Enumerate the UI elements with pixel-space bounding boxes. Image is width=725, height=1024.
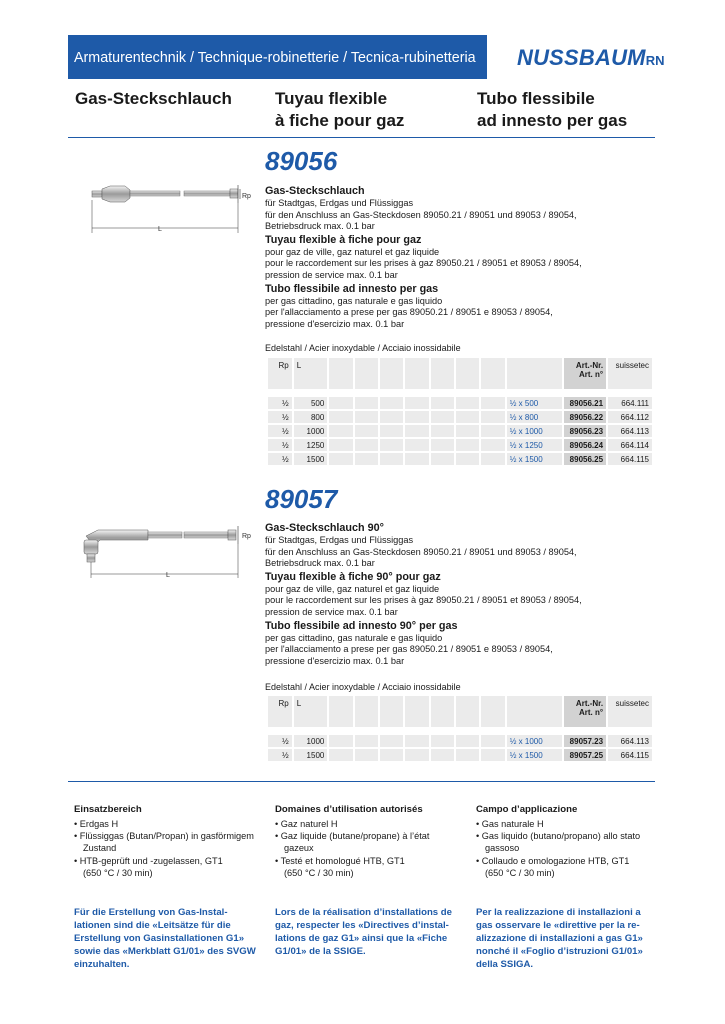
footer-list (476, 818, 666, 879)
cell-article-number: 89057.25 (564, 749, 606, 761)
empty-cell (329, 453, 352, 465)
column-title-it (477, 88, 627, 132)
cell-l: 800 (294, 411, 328, 423)
product-description (265, 521, 582, 667)
cell-l: 1500 (294, 749, 328, 761)
desc-line: pression de service max. 0.1 bar (265, 606, 398, 617)
column-title-fr-line: Tuyau flexible (275, 89, 388, 108)
desc-line: pour gaz de ville, gaz naturel et gaz liquide (265, 583, 440, 594)
nussbaum-logo (517, 45, 665, 71)
empty-cell (481, 453, 504, 465)
desc-line: pour gaz de ville, gaz naturel et gaz liquide (265, 246, 440, 257)
empty-cell (355, 735, 378, 747)
desc-line: per l'allacciamento a prese per gas 89050.21 / 89051 e 89053 / 89054, (265, 644, 553, 655)
desc-title-de: Gas-Steckschlauch 90° (265, 522, 384, 534)
footer-list-item: • Flüssiggas (Butan/Propan) in gasförmigem Zustand (74, 831, 254, 854)
footer-list (74, 818, 264, 879)
footer-list-item: • Gas naturale H (476, 819, 544, 829)
header-art-nr-fr: Art. n° (578, 708, 604, 717)
footer-list-item: • Gaz naturel H (275, 819, 338, 829)
empty-cell (355, 411, 378, 423)
cell-dimension: ½ x 1000 (507, 425, 562, 437)
empty-cell (380, 397, 403, 409)
cell-suissetec: 664.114 (608, 439, 652, 451)
empty-cell (405, 425, 428, 437)
column-title-it-line: ad innesto per gas (477, 111, 628, 130)
empty-cell (405, 453, 428, 465)
empty-cell (481, 696, 504, 727)
gas-hose-90-drawing (76, 516, 252, 582)
empty-cell (456, 411, 479, 423)
empty-cell (380, 358, 403, 389)
cell-dimension: ½ x 500 (507, 397, 562, 409)
footer-list-item: • Erdgas H (74, 819, 119, 829)
footer-heading: Einsatzbereich (74, 804, 142, 815)
column-title-fr-line: à fiche pour gaz (275, 111, 405, 130)
cell-article-number: 89056.21 (564, 397, 606, 409)
empty-cell (329, 749, 352, 761)
empty-cell (456, 735, 479, 747)
cell-article-number: 89056.24 (564, 439, 606, 451)
table-row (268, 453, 652, 465)
header-art-nr-de: Art.-Nr. (575, 361, 604, 370)
dimension-rp-label: Rp (242, 533, 251, 540)
empty-cell (456, 397, 479, 409)
cell-dimension: ½ x 1500 (507, 749, 562, 761)
header-l: L (294, 696, 328, 727)
empty-cell (431, 453, 454, 465)
footer-note-fr: Lors de la réalisation d’installations de gaz, respecter les «Directives d’instal- lations de gaz G1» ainsi que la «Fiche G1/01» de la SSIGE. (275, 907, 452, 957)
desc-line: Betriebsdruck max. 0.1 bar (265, 221, 375, 232)
dimension-l-label: L (166, 572, 170, 579)
empty-cell (355, 397, 378, 409)
cell-rp: ½ (268, 453, 292, 465)
cell-dimension: ½ x 800 (507, 411, 562, 423)
product-table (266, 356, 654, 467)
empty-cell (355, 425, 378, 437)
footer-list-item-text: Collaudo e omologazione HTB, GT1 (650 °C / 30 min) (481, 855, 630, 878)
product-table (266, 694, 654, 763)
empty-cell (481, 749, 504, 761)
empty-cell (380, 749, 403, 761)
footer-list-item: • Testé et homologué HTB, GT1 (650 °C / 30 min) (275, 855, 405, 878)
title-divider (68, 137, 655, 138)
cell-dimension: ½ x 1500 (507, 453, 562, 465)
footer-list-item-text: Erdgas H (79, 819, 119, 829)
cell-suissetec: 664.113 (608, 735, 652, 747)
header-art-nr-fr: Art. n° (578, 370, 604, 379)
table-row (268, 735, 652, 747)
desc-line: pour le raccordement sur les prises à gaz 89050.21 / 89051 et 89053 / 89054, (265, 258, 582, 269)
cell-l: 1500 (294, 453, 328, 465)
empty-cell (355, 453, 378, 465)
empty-cell (405, 439, 428, 451)
header-suissetec: suissetec (608, 696, 652, 727)
empty-cell (431, 439, 454, 451)
footer-column-fr (275, 804, 465, 879)
desc-title-it: Tubo flessibile ad innesto 90° per gas (265, 619, 458, 632)
cell-dimension: ½ x 1250 (507, 439, 562, 451)
table-row (268, 749, 652, 761)
footer-column-it (476, 804, 666, 879)
desc-line: pour le raccordement sur les prises à gaz 89050.21 / 89051 et 89053 / 89054, (265, 595, 582, 606)
cell-rp: ½ (268, 411, 292, 423)
cell-suissetec: 664.111 (608, 397, 652, 409)
cell-rp: ½ (268, 425, 292, 437)
product-number: 89056 (265, 146, 338, 176)
spacer-cell (268, 391, 652, 395)
cell-l: 1000 (294, 735, 328, 747)
empty-cell (431, 411, 454, 423)
empty-cell (481, 439, 504, 451)
desc-line: pressione d'esercizio max. 0.1 bar (265, 655, 405, 666)
empty-cell (329, 358, 352, 389)
empty-cell (380, 439, 403, 451)
empty-cell (456, 358, 479, 389)
desc-line: per l'allacciamento a prese per gas 89050.21 / 89051 e 89053 / 89054, (265, 307, 553, 318)
header-rp: Rp (268, 358, 292, 389)
empty-cell (481, 358, 504, 389)
desc-line: für Stadtgas, Erdgas und Flüssiggas (265, 198, 414, 208)
empty-cell (329, 439, 352, 451)
empty-cell (380, 735, 403, 747)
desc-line: pression de service max. 0.1 bar (265, 269, 398, 280)
empty-cell (456, 696, 479, 727)
column-title-it-line: Tubo flessibile (477, 89, 595, 108)
desc-line: pressione d'esercizio max. 0.1 bar (265, 318, 405, 329)
cell-rp: ½ (268, 439, 292, 451)
cell-suissetec: 664.115 (608, 749, 652, 761)
cell-suissetec: 664.113 (608, 425, 652, 437)
header-l: L (294, 358, 328, 389)
header-suissetec: suissetec (608, 358, 652, 389)
logo-suffix: RN (645, 53, 665, 68)
cell-l: 500 (294, 397, 328, 409)
column-title-de (75, 88, 232, 110)
empty-cell (405, 749, 428, 761)
empty-cell (405, 397, 428, 409)
empty-cell (380, 696, 403, 727)
empty-cell (380, 453, 403, 465)
empty-cell (456, 439, 479, 451)
cell-article-number: 89057.23 (564, 735, 606, 747)
desc-title-de: Gas-Steckschlauch (265, 185, 365, 197)
empty-cell (329, 411, 352, 423)
cell-rp: ½ (268, 749, 292, 761)
empty-cell (329, 735, 352, 747)
footer-heading: Domaines d’utilisation autorisés (275, 804, 423, 815)
footer-list-item: • Gas liquido (butano/propano) allo stato gassoso (476, 831, 641, 854)
footer-note-it: Per la realizzazione di installazioni a gas osservare le «direttive per la re- alizzazione di installazioni a gas G1» nonché il «Foglio d’istruzioni G1/01» della SSIGA. (476, 907, 643, 970)
footer-divider (68, 781, 655, 782)
empty-cell (481, 735, 504, 747)
desc-line: Betriebsdruck max. 0.1 bar (265, 558, 375, 569)
empty-cell (431, 696, 454, 727)
empty-cell (355, 439, 378, 451)
table-spacer (268, 391, 652, 395)
empty-cell (507, 696, 562, 727)
cell-rp: ½ (268, 397, 292, 409)
cell-dimension: ½ x 1000 (507, 735, 562, 747)
header-rp: Rp (268, 696, 292, 727)
cell-rp: ½ (268, 735, 292, 747)
material-note: Edelstahl / Acier inoxydable / Acciaio inossidabile (265, 343, 461, 353)
desc-line: per gas cittadino, gas naturale e gas liquido (265, 632, 443, 643)
footer-list-item: • Gaz liquide (butane/propane) à l’état gazeux (275, 831, 430, 854)
cell-suissetec: 664.112 (608, 411, 652, 423)
table-row (268, 439, 652, 451)
empty-cell (329, 397, 352, 409)
dimension-l-label: L (158, 226, 162, 233)
empty-cell (380, 425, 403, 437)
empty-cell (456, 425, 479, 437)
empty-cell (481, 411, 504, 423)
header-art-nr-de: Art.-Nr. (575, 699, 604, 708)
cell-article-number: 89056.23 (564, 425, 606, 437)
cell-article-number: 89056.22 (564, 411, 606, 423)
footer-list-item-text: Gas naturale H (481, 819, 544, 829)
empty-cell (329, 425, 352, 437)
empty-cell (405, 358, 428, 389)
desc-title-it: Tubo flessibile ad innesto per gas (265, 282, 439, 295)
desc-title-fr: Tuyau flexible à fiche pour gaz (265, 233, 422, 246)
empty-cell (405, 735, 428, 747)
empty-cell (431, 358, 454, 389)
footer-list-item: • HTB-geprüft und -zugelassen, GT1 (650 °C / 30 min) (74, 855, 223, 878)
table-header-row (268, 358, 652, 389)
footer-note-de: Für die Erstellung von Gas-Instal- lationen sind die «Leitsätze für die Erstellung von Gasinstallationen G1» sowie das «Merkblatt G1/01» des SVGW einzuhalten. (74, 907, 256, 970)
empty-cell (405, 696, 428, 727)
cell-l: 1250 (294, 439, 328, 451)
header-title: Armaturentechnik / Technique-robinetterie / Tecnica-rubinetteria (74, 50, 476, 66)
header-art-nr (564, 696, 606, 727)
footer-list (275, 818, 465, 879)
product-number: 89057 (265, 484, 338, 514)
empty-cell (431, 425, 454, 437)
empty-cell (355, 749, 378, 761)
table-header-row (268, 696, 652, 727)
column-title-fr (275, 88, 404, 132)
product-description (265, 184, 582, 330)
empty-cell (355, 358, 378, 389)
material-note: Edelstahl / Acier inoxydable / Acciaio inossidabile (265, 682, 461, 692)
gas-hose-straight-drawing (80, 178, 252, 238)
footer-list-item-text: Flüssiggas (Butan/Propan) in gasförmigem Zustand (79, 831, 254, 854)
header-art-nr (564, 358, 606, 389)
logo-main: NUSSBAUM (517, 45, 646, 70)
empty-cell (431, 749, 454, 761)
empty-cell (456, 453, 479, 465)
column-title-de-line: Gas-Steckschlauch (75, 89, 232, 108)
empty-cell (507, 358, 562, 389)
spacer-cell (268, 729, 652, 733)
table-row (268, 397, 652, 409)
table-spacer (268, 729, 652, 733)
footer-list-item: • Collaudo e omologazione HTB, GT1 (650 °C / 30 min) (476, 855, 630, 878)
empty-cell (329, 696, 352, 727)
desc-line: für den Anschluss an Gas-Steckdosen 89050.21 / 89051 und 89053 / 89054, (265, 546, 577, 557)
desc-line: per gas cittadino, gas naturale e gas liquido (265, 295, 443, 306)
table-row (268, 411, 652, 423)
empty-cell (431, 397, 454, 409)
empty-cell (405, 411, 428, 423)
desc-title-fr: Tuyau flexible à fiche 90° pour gaz (265, 570, 441, 583)
empty-cell (456, 749, 479, 761)
footer-heading: Campo d’applicazione (476, 804, 578, 815)
cell-suissetec: 664.115 (608, 453, 652, 465)
empty-cell (355, 696, 378, 727)
footer-list-item-text: HTB-geprüft und -zugelassen, GT1 (650 °C / 30 min) (79, 855, 223, 878)
dimension-rp-label: Rp (242, 193, 251, 200)
footer-list-item-text: Gaz naturel H (280, 819, 338, 829)
footer-list-item-text: Testé et homologué HTB, GT1 (650 °C / 30 min) (280, 855, 405, 878)
table-row (268, 425, 652, 437)
desc-line: für den Anschluss an Gas-Steckdosen 89050.21 / 89051 und 89053 / 89054, (265, 209, 577, 220)
empty-cell (431, 735, 454, 747)
desc-line: für Stadtgas, Erdgas und Flüssiggas (265, 535, 414, 545)
empty-cell (481, 425, 504, 437)
footer-list-item-text: Gaz liquide (butane/propane) à l’état gazeux (280, 831, 430, 854)
footer-list-item-text: Gas liquido (butano/propano) allo stato gassoso (481, 831, 641, 854)
empty-cell (481, 397, 504, 409)
cell-l: 1000 (294, 425, 328, 437)
empty-cell (380, 411, 403, 423)
cell-article-number: 89056.25 (564, 453, 606, 465)
footer-column-de (74, 804, 264, 879)
